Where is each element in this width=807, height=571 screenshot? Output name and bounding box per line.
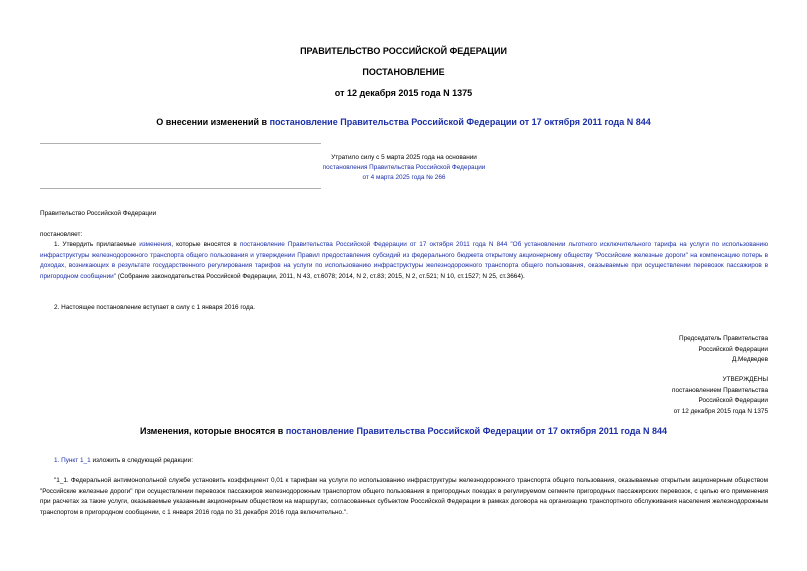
document-title-prefix: О внесении изменений в	[156, 117, 270, 127]
paragraph-2: 2. Настоящее постановление вступает в силу с 1 января 2016 года.	[54, 304, 256, 311]
item-1-text: изложить в следующей редакции:	[90, 457, 193, 464]
signature-block	[679, 334, 768, 366]
expiry-text: Утратило силу с 5 марта 2025 года на основании	[331, 154, 477, 161]
changes-link[interactable]: изменения	[139, 241, 172, 248]
changes-decree-link[interactable]: постановление Правительства Российской Федерации от 17 октября 2011 года N 844	[285, 426, 668, 436]
decrees-label: постановляет:	[40, 231, 83, 238]
expiry-notice	[300, 153, 508, 183]
paragraph-1-text-a: 1. Утвердить прилагаемые	[54, 241, 140, 248]
changes-title	[0, 426, 807, 436]
decree-844-link[interactable]: постановление Правительства Российской Федерации от 17 октября 2011 года N 844 "Об установлении льготного исключительного тарифа на услуги по использованию инфраструктуры железнодорожного транспорта общего пользования и утверждении Правил предоставления субсидий из федерального бюджета открытому акционерному обществу "Российские железные дороги" на компенсацию потерь в доходах, возникающих в результате государственного регулирования тарифов на услуги по использованию инфраструктуры железнодорожного транспорта общего пользования, оказываемые при осуществлении перевозок пассажиров в пригородном сообщении"	[40, 241, 768, 280]
expiry-link-decree[interactable]: постановления Правительства Российской Федерации	[322, 164, 486, 171]
signature-position: Председатель Правительства	[679, 335, 768, 342]
point-1-1-link[interactable]: Пункт 1_1	[61, 457, 91, 464]
changes-title-prefix: Изменения, которые вносятся в	[139, 426, 286, 436]
approval-line-4: от 12 декабря 2015 года N 1375	[673, 407, 768, 415]
signature-name: Д.Медведев	[731, 356, 768, 363]
divider-top	[40, 143, 321, 144]
approval-line-3: Российской Федерации	[698, 397, 768, 404]
approval-block	[672, 375, 768, 417]
document-type: ПОСТАНОВЛЕНИЕ	[362, 67, 445, 77]
divider-bottom	[40, 188, 321, 189]
document-title	[0, 117, 807, 127]
issuer: Правительство Российской Федерации	[40, 210, 157, 217]
signature-country: Российской Федерации	[698, 345, 768, 353]
approval-heading: УТВЕРЖДЕНЫ	[722, 376, 768, 383]
document-date-number: от 12 декабря 2015 года N 1375	[334, 88, 473, 98]
paragraph-1-text-c: (Собрание законодательства Российской Федерации, 2011, N 43, ст.6078; 2014, N 2, ст.83; 2015, N 2, ст.521; N 10, ст.1527; N 25, ст.3664).	[116, 272, 525, 280]
paragraph-1-text-b: , которые вносятся в	[171, 241, 240, 248]
item-1	[54, 456, 193, 466]
approval-line-2: постановлением Правительства	[672, 386, 768, 394]
government-heading: ПРАВИТЕЛЬСТВО РОССИЙСКОЙ ФЕДЕРАЦИИ	[300, 46, 507, 56]
expiry-link-date[interactable]: от 4 марта 2025 года № 266	[362, 174, 446, 181]
item-1-number: 1.	[54, 457, 62, 464]
paragraph-1	[40, 240, 768, 282]
amended-decree-link[interactable]: постановление Правительства Российской Федерации от 17 октября 2011 года N 844	[269, 117, 651, 127]
quoted-amendment: "1_1. Федеральной антимонопольной службе установить коэффициент 0,01 к тарифам на услуги по использованию инфраструктуры железнодорожного транспорта общего пользования, оказываемые открытым акционерным обществом "Российские железные дороги" при осуществлении перевозок пассажиров железнодорожным транспортом общего пользования в пригородных поездах в регулируемом сегменте пригородных пассажирских перевозок, с целью его применения при расчетах за такие услуги, оказываемые указанным акционерным обществом на маршрутах, согласованных субъектом Российской Федерации в рамках договора на организацию транспортного обслуживания населения железнодорожным транспортом в пригородном сообщении, с 1 января 2016 года по 31 декабря 2016 года включительно.".	[40, 477, 768, 516]
